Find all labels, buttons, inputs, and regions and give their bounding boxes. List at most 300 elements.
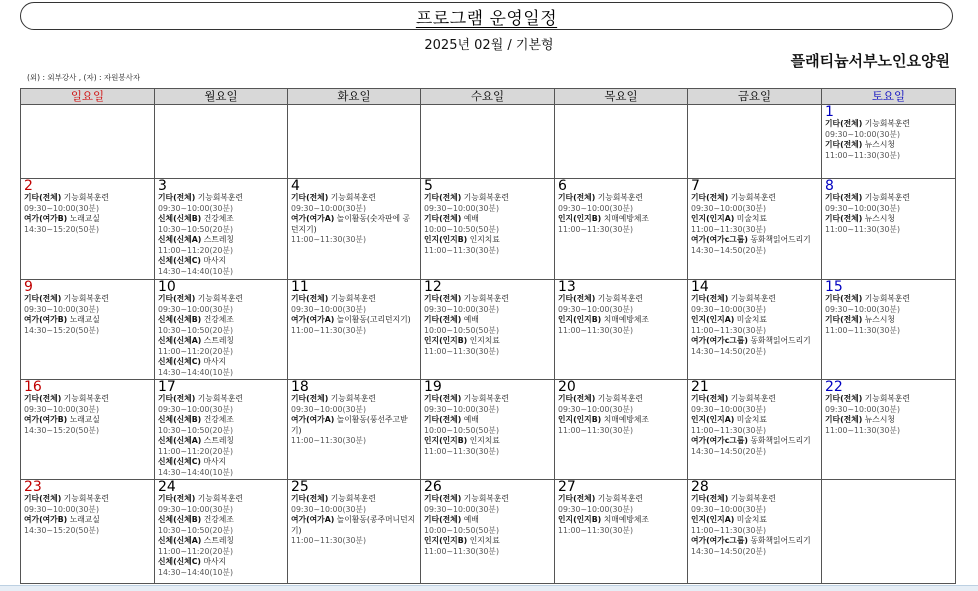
event-category: 기타(전체) [158,294,196,303]
week-row [21,179,956,280]
day-cell[interactable] [288,380,421,480]
event-title [691,315,818,326]
event-title [424,294,551,305]
event-time: 14:30~15:20(50분) [24,525,100,535]
legend-note: (외) : 외부강사 , (자) : 자원봉사자 [27,73,141,82]
event-category: 인지(인지B) [558,315,602,324]
event-title [691,394,818,405]
event-title [291,515,417,536]
event-time: 09:30~10:00(30분) [691,404,767,414]
event-name: 동화책읽어드리기 [750,436,811,445]
event-name: 기능회복훈련 [330,494,376,503]
day-number: 26 [424,479,442,495]
event-title [291,315,417,326]
day-cell[interactable] [555,380,688,480]
event-name: 기능회복훈련 [463,394,509,403]
event-category: 여가(여가B) [24,214,68,223]
event-title [825,294,952,305]
event-name: 기능회복훈련 [597,294,643,303]
event-category: 기타(전체) [424,515,462,524]
day-cell[interactable] [555,179,688,280]
event-category: 기타(전체) [24,294,62,303]
event-category: 여가(여가B) [24,515,68,524]
event-name: 스트레칭 [203,536,234,545]
event-name: 기능회복훈련 [330,294,376,303]
event-title [825,415,952,426]
day-cell[interactable] [421,380,555,480]
event-title [558,315,684,326]
day-cell[interactable] [822,280,956,380]
event-category: 신체(신체A) [158,436,202,445]
day-number: 8 [825,178,834,194]
event-category: 기타(전체) [825,193,863,202]
event-time: 14:30~15:20(50분) [24,425,100,435]
event-category: 기타(전체) [691,394,729,403]
event-name: 기능회복훈련 [63,394,109,403]
event-title [424,235,551,246]
event-category: 인지(인지B) [424,536,468,545]
event-title [24,294,151,305]
event-title [158,557,284,568]
event-category: 여가(여가B) [24,315,68,324]
event-time: 14:30~14:40(10분) [158,567,234,577]
event-category: 신체(신체A) [158,336,202,345]
day-cell[interactable] [555,280,688,380]
event-name: 기능회복훈련 [463,294,509,303]
event-time: 11:00~11:30(30분) [291,536,367,545]
event-time: 14:30~14:50(20분) [691,346,767,356]
week-row [21,105,956,179]
event-time: 09:30~10:00(30분) [558,404,634,414]
day-cell[interactable] [822,179,956,280]
event-name: 놀이활동(숫자판에 공던지기) [291,214,411,234]
event-category: 기타(전체) [24,494,62,503]
day-cell[interactable] [688,480,822,584]
event-name: 건강체조 [203,315,234,324]
event-time: 09:30~10:00(30분) [424,404,500,414]
event-title [24,415,151,426]
day-cell[interactable] [21,480,155,584]
event-category: 신체(신체B) [158,315,202,324]
event-name: 기능회복훈련 [864,394,910,403]
day-cell[interactable] [421,280,555,380]
event-title [158,436,284,447]
event-title [691,235,818,246]
event-time: 11:00~11:30(30분) [424,346,500,356]
event-name: 미술치료 [736,315,767,324]
event-category: 기타(전체) [424,193,462,202]
event-time: 10:30~10:50(20분) [158,224,234,234]
event-name: 놀이활동(고리던지기) [336,315,411,324]
event-category: 기타(전체) [424,294,462,303]
event-time: 14:30~15:20(50분) [24,325,100,335]
event-category: 기타(전체) [291,294,329,303]
empty-day-cell [688,105,822,179]
event-name: 예배 [463,415,479,424]
event-name: 스트레칭 [203,436,234,445]
event-category: 기타(전체) [424,315,462,324]
event-title [158,214,284,225]
event-name: 기능회복훈련 [597,494,643,503]
event-category: 인지(인지B) [424,436,468,445]
event-title [424,415,551,426]
day-cell[interactable] [555,480,688,584]
event-title [558,193,684,204]
event-title [691,494,818,505]
event-title [424,515,551,526]
day-cell[interactable] [288,480,421,584]
event-title [24,193,151,204]
event-category: 인지(인지B) [424,235,468,244]
event-title [691,436,818,447]
day-cell[interactable] [822,105,956,179]
event-title [158,357,284,368]
event-title [24,494,151,505]
event-time: 10:00~10:50(50분) [424,525,500,535]
day-number: 6 [558,178,567,194]
event-time: 10:00~10:50(50분) [424,224,500,234]
event-name: 치매예방체조 [603,214,649,223]
day-number: 9 [24,279,33,295]
event-time: 09:30~10:00(30분) [825,304,901,314]
day-cell[interactable] [688,280,822,380]
event-category: 여가(여가A) [291,315,335,324]
empty-day-cell [822,480,956,584]
event-category: 신체(신체C) [158,256,201,265]
event-category: 기타(전체) [558,193,596,202]
weekday-header-tuesday: 화요일 [288,89,421,105]
event-category: 인지(인지A) [691,515,735,524]
event-title [158,394,284,405]
event-time: 09:30~10:00(30분) [24,404,100,414]
event-time: 09:30~10:00(30분) [24,203,100,213]
day-cell[interactable] [288,280,421,380]
event-category: 신체(신체C) [158,557,201,566]
event-time: 09:30~10:00(30분) [691,304,767,314]
day-cell[interactable] [822,380,956,480]
day-cell[interactable] [21,179,155,280]
day-cell[interactable] [155,480,288,584]
event-name: 기능회복훈련 [597,394,643,403]
event-category: 여가(여가A) [291,515,335,524]
event-title [825,315,952,326]
event-category: 기타(전체) [825,119,863,128]
event-time: 11:00~11:30(30분) [558,325,634,335]
event-time: 09:30~10:00(30분) [158,304,234,314]
empty-day-cell [421,105,555,179]
event-name: 건강체조 [203,214,234,223]
event-title [691,294,818,305]
event-category: 신체(신체B) [158,515,202,524]
schedule-subtitle: 2025년 02월 / 기본형 [424,38,554,53]
day-number: 24 [158,479,176,495]
event-time: 11:00~11:30(30분) [291,325,367,335]
event-name: 기능회복훈련 [730,494,776,503]
event-category: 기타(전체) [825,415,863,424]
event-category: 기타(전체) [691,294,729,303]
event-category: 신체(신체B) [158,214,202,223]
event-time: 09:30~10:00(30분) [291,203,367,213]
event-time: 09:30~10:00(30분) [691,203,767,213]
weekday-header-sunday: 일요일 [21,89,155,105]
day-number: 22 [825,379,843,395]
event-name: 기능회복훈련 [197,494,243,503]
event-title [158,457,284,468]
event-time: 09:30~10:00(30분) [291,504,367,514]
event-time: 09:30~10:00(30분) [424,304,500,314]
event-title [825,214,952,225]
event-name: 노래교실 [69,515,100,524]
calendar-body [21,105,956,584]
event-category: 기타(전체) [158,193,196,202]
event-time: 11:00~11:30(30분) [825,325,901,335]
event-name: 기능회복훈련 [864,193,910,202]
event-time: 11:00~11:30(30분) [291,436,367,445]
event-name: 기능회복훈련 [63,494,109,503]
event-time: 09:30~10:00(30분) [825,404,901,414]
day-number: 17 [158,379,176,395]
event-name: 인지치료 [469,336,500,345]
day-number: 3 [158,178,167,194]
event-category: 여가(여가c그룹) [691,336,748,345]
day-cell[interactable] [155,380,288,480]
event-category: 기타(전체) [291,494,329,503]
event-name: 뉴스시청 [864,214,895,223]
event-name: 인지치료 [469,235,500,244]
week-row [21,380,956,480]
event-title [691,415,818,426]
empty-day-cell [288,105,421,179]
event-title [424,214,551,225]
event-title [24,515,151,526]
event-name: 예배 [463,315,479,324]
event-title [424,536,551,547]
day-number: 23 [24,479,42,495]
event-title [158,494,284,505]
event-category: 기타(전체) [825,294,863,303]
event-name: 인지치료 [469,436,500,445]
event-category: 인지(인지B) [558,415,602,424]
event-time: 11:00~11:30(30분) [424,546,500,556]
event-title [291,494,417,505]
day-number: 16 [24,379,42,395]
event-category: 신체(신체C) [158,357,201,366]
event-title [558,415,684,426]
event-category: 기타(전체) [691,494,729,503]
event-title [558,515,684,526]
event-name: 노래교실 [69,415,100,424]
event-name: 동화책읽어드리기 [750,536,811,545]
event-time: 11:00~11:20(20분) [158,245,234,255]
weekday-header-wednesday: 수요일 [421,89,555,105]
event-name: 치매예방체조 [603,315,649,324]
weekday-header-thursday: 목요일 [555,89,688,105]
event-time: 11:00~11:30(30분) [825,425,901,435]
event-name: 기능회복훈련 [197,193,243,202]
event-category: 여가(여가A) [291,415,335,424]
event-category: 여가(여가c그룹) [691,436,748,445]
event-category: 인지(인지B) [558,214,602,223]
event-name: 마사지 [203,256,227,265]
event-time: 09:30~10:00(30분) [24,304,100,314]
event-name: 기능회복훈련 [330,394,376,403]
event-name: 기능회복훈련 [197,394,243,403]
day-number: 20 [558,379,576,395]
event-time: 11:00~11:30(30분) [825,224,901,234]
event-title [691,336,818,347]
event-category: 인지(인지A) [691,315,735,324]
event-title [158,415,284,426]
event-title [291,214,417,235]
event-title [558,214,684,225]
day-cell[interactable] [688,179,822,280]
event-title [291,193,417,204]
event-title [291,394,417,405]
event-category: 기타(전체) [825,315,863,324]
event-name: 치매예방체조 [603,515,649,524]
day-cell[interactable] [288,179,421,280]
event-title [158,536,284,547]
event-category: 여가(여가c그룹) [691,235,748,244]
event-name: 치매예방체조 [603,415,649,424]
event-time: 11:00~11:30(30분) [691,525,767,535]
day-cell[interactable] [421,480,555,584]
event-time: 09:30~10:00(30분) [291,404,367,414]
day-cell[interactable] [155,179,288,280]
event-category: 기타(전체) [424,214,462,223]
event-title [691,536,818,547]
event-title [158,336,284,347]
event-time: 09:30~10:00(30분) [691,504,767,514]
event-title [558,294,684,305]
weekday-header-monday: 월요일 [155,89,288,105]
event-time: 11:00~11:30(30분) [558,224,634,234]
event-name: 기능회복훈련 [463,193,509,202]
event-time: 14:30~15:20(50분) [24,224,100,234]
event-title [825,140,952,151]
day-cell[interactable] [688,380,822,480]
event-name: 기능회복훈련 [330,193,376,202]
event-time: 09:30~10:00(30분) [558,504,634,514]
event-name: 건강체조 [203,415,234,424]
event-time: 10:30~10:50(20분) [158,525,234,535]
event-time: 11:00~11:30(30분) [691,325,767,335]
event-title [158,256,284,267]
event-time: 14:30~14:40(10분) [158,467,234,477]
day-cell[interactable] [21,280,155,380]
week-row [21,480,956,584]
event-category: 기타(전체) [291,193,329,202]
empty-day-cell [21,105,155,179]
calendar-table [20,88,956,584]
event-title [691,193,818,204]
event-name: 기능회복훈련 [63,294,109,303]
event-category: 기타(전체) [24,394,62,403]
day-number: 5 [424,178,433,194]
event-time: 11:00~11:30(30분) [825,150,901,160]
event-time: 11:00~11:30(30분) [291,235,367,244]
window-bottom-edge [0,585,978,591]
event-time: 11:00~11:30(30분) [558,525,634,535]
day-cell[interactable] [421,179,555,280]
event-name: 기능회복훈련 [730,193,776,202]
event-time: 09:30~10:00(30분) [291,304,367,314]
event-name: 인지치료 [469,536,500,545]
event-name: 기능회복훈련 [63,193,109,202]
event-title [825,193,952,204]
event-name: 동화책읽어드리기 [750,336,811,345]
day-number: 7 [691,178,700,194]
event-name: 노래교실 [69,315,100,324]
event-category: 여가(여가c그룹) [691,536,748,545]
event-category: 기타(전체) [558,294,596,303]
event-time: 14:30~14:50(20분) [691,546,767,556]
weekday-header-friday: 금요일 [688,89,822,105]
event-time: 09:30~10:00(30분) [825,129,901,139]
event-title [158,294,284,305]
weekday-header-row [21,89,956,105]
event-time: 14:30~14:40(10분) [158,266,234,276]
event-name: 스트레칭 [203,336,234,345]
event-time: 11:00~11:20(20분) [158,346,234,356]
day-number: 10 [158,279,176,295]
day-number: 27 [558,479,576,495]
event-name: 기능회복훈련 [730,394,776,403]
day-number: 13 [558,279,576,295]
event-time: 09:30~10:00(30분) [424,504,500,514]
day-number: 19 [424,379,442,395]
event-category: 기타(전체) [825,140,863,149]
event-title [424,193,551,204]
day-number: 15 [825,279,843,295]
event-time: 09:30~10:00(30분) [558,304,634,314]
event-category: 기타(전체) [158,494,196,503]
event-title [158,515,284,526]
event-name: 마사지 [203,457,227,466]
event-name: 마사지 [203,357,227,366]
empty-day-cell [555,105,688,179]
event-name: 미술치료 [736,415,767,424]
event-name: 놀이활동(풍선주고받기) [291,415,408,435]
event-title [158,193,284,204]
event-title [825,394,952,405]
event-title [24,214,151,225]
event-category: 기타(전체) [558,394,596,403]
event-name: 기능회복훈련 [597,193,643,202]
event-time: 10:00~10:50(50분) [424,425,500,435]
event-name: 놀이활동(콩주머니던지기) [291,515,416,535]
event-title [424,494,551,505]
page-title: 프로그램 운영일정 [415,8,558,29]
event-time: 10:30~10:50(20분) [158,425,234,435]
day-cell[interactable] [155,280,288,380]
event-title [558,394,684,405]
event-category: 신체(신체A) [158,235,202,244]
event-title [558,494,684,505]
day-number: 4 [291,178,300,194]
event-name: 기능회복훈련 [864,119,910,128]
day-number: 11 [291,279,309,295]
event-time: 11:00~11:20(20분) [158,546,234,556]
event-category: 기타(전체) [424,494,462,503]
event-name: 뉴스시청 [864,140,895,149]
event-category: 기타(전체) [825,394,863,403]
event-title [24,315,151,326]
day-cell[interactable] [21,380,155,480]
event-title [424,336,551,347]
event-time: 09:30~10:00(30분) [158,404,234,414]
event-time: 10:00~10:50(50분) [424,325,500,335]
